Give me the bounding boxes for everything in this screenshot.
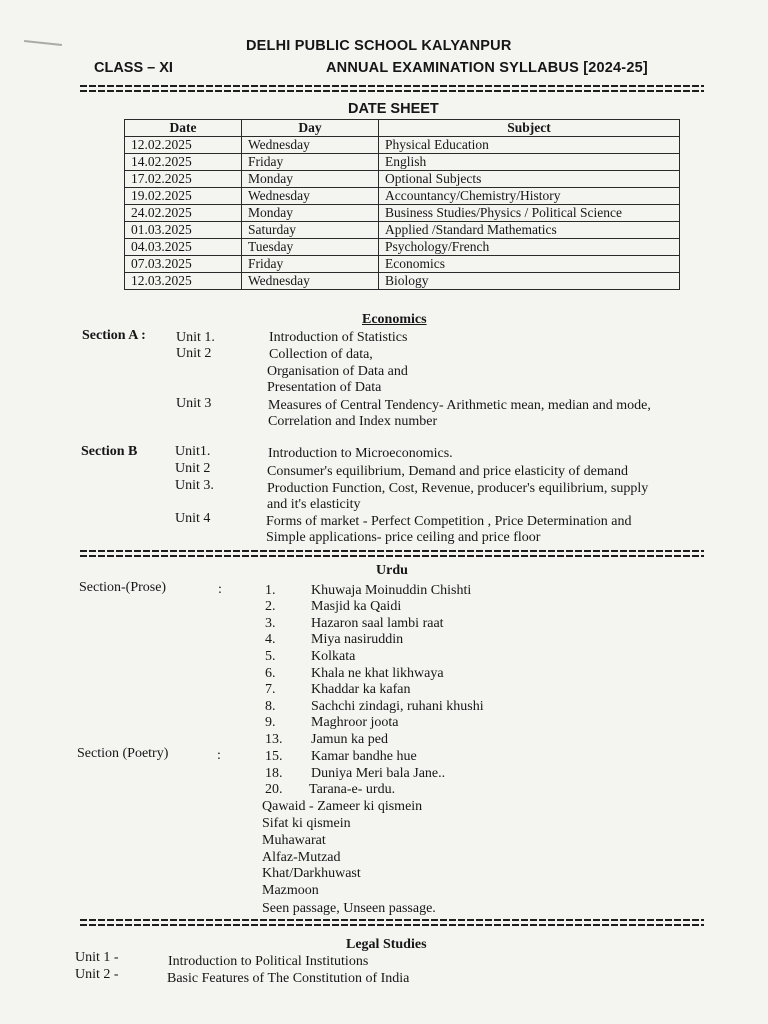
date-cell: 04.03.2025 [125, 239, 242, 256]
unit-label: Unit 2 [176, 346, 212, 361]
day-cell: Friday [242, 154, 379, 171]
column-header-date: Date [125, 120, 242, 137]
day-cell: Wednesday [242, 273, 379, 290]
date-cell: 07.03.2025 [125, 256, 242, 273]
date-cell: 14.02.2025 [125, 154, 242, 171]
unit-topic: Introduction of Statistics [269, 330, 408, 345]
subject-cell: Psychology/French [379, 239, 680, 256]
poetry-section-label: Section (Poetry) [77, 746, 169, 761]
unit-label: Unit 4 [175, 511, 211, 526]
urdu-topic: Sifat ki qismein [262, 816, 351, 831]
day-cell: Friday [242, 256, 379, 273]
prose-section-colon: : [218, 582, 222, 597]
list-number: 1. [265, 583, 276, 598]
list-number: 15. [265, 749, 283, 764]
date-cell: 01.03.2025 [125, 222, 242, 239]
unit-label: Unit 2 - [75, 967, 119, 982]
list-number: 5. [265, 649, 276, 664]
economics-heading: Economics [362, 312, 427, 327]
list-number: 13. [265, 732, 283, 747]
urdu-topic: Muhawarat [262, 833, 326, 848]
subject-cell: Accountancy/Chemistry/History [379, 188, 680, 205]
section-b-label: Section B [81, 444, 138, 459]
divider-rule [80, 84, 704, 93]
table-row [125, 205, 680, 222]
list-number: 20. [265, 782, 283, 797]
urdu-topic: Khat/Darkhuwast [262, 866, 361, 881]
table-row [125, 222, 680, 239]
divider-rule [80, 549, 704, 558]
date-cell: 24.02.2025 [125, 205, 242, 222]
date-cell: 19.02.2025 [125, 188, 242, 205]
list-number: 3. [265, 616, 276, 631]
date-sheet-heading: DATE SHEET [348, 101, 439, 117]
legal-studies-heading: Legal Studies [346, 937, 427, 952]
list-number: 18. [265, 766, 283, 781]
subject-cell: Applied /Standard Mathematics [379, 222, 680, 239]
stray-pen-mark [24, 40, 62, 46]
list-number: 4. [265, 632, 276, 647]
poetry-section-colon: : [217, 748, 221, 763]
list-number: 2. [265, 599, 276, 614]
table-row [125, 256, 680, 273]
school-name: DELHI PUBLIC SCHOOL KALYANPUR [246, 38, 512, 54]
subject-cell: Business Studies/Physics / Political Science [379, 205, 680, 222]
list-item: Miya nasiruddin [311, 632, 404, 647]
table-row [125, 137, 680, 154]
date-cell: 12.02.2025 [125, 137, 242, 154]
unit-topic: Forms of market - Perfect Competition , Price Determination and [266, 514, 632, 529]
list-item: Khala ne khat likhwaya [311, 666, 444, 681]
urdu-topic: Seen passage, Unseen passage. [262, 901, 436, 916]
day-cell: Monday [242, 171, 379, 188]
subject-cell: Biology [379, 273, 680, 290]
list-item: Duniya Meri bala Jane.. [311, 766, 446, 781]
date-cell: 17.02.2025 [125, 171, 242, 188]
subject-cell: Economics [379, 256, 680, 273]
table-row [125, 188, 680, 205]
day-cell: Wednesday [242, 188, 379, 205]
unit-topic: Organisation of Data and [267, 364, 408, 379]
unit-label: Unit 1. [176, 330, 215, 345]
subject-cell: Physical Education [379, 137, 680, 154]
day-cell: Tuesday [242, 239, 379, 256]
unit-topic: Measures of Central Tendency- Arithmetic mean, median and mode, [268, 398, 651, 413]
unit-topic: Production Function, Cost, Revenue, producer's equilibrium, supply [267, 481, 649, 496]
urdu-topic: Mazmoon [262, 883, 319, 898]
list-item: Kamar bandhe hue [311, 749, 417, 764]
unit-label: Unit 3. [175, 478, 214, 493]
divider-rule [80, 918, 704, 927]
unit-topic: Simple applications- price ceiling and price floor [266, 530, 541, 545]
unit-topic: Presentation of Data [267, 380, 382, 395]
unit-label: Unit 2 [175, 461, 211, 476]
urdu-topic: Alfaz-Mutzad [262, 850, 341, 865]
urdu-topic: Qawaid - Zameer ki qismein [262, 799, 423, 814]
unit-label: Unit1. [175, 444, 211, 459]
column-header-day: Day [242, 120, 379, 137]
date-cell: 12.03.2025 [125, 273, 242, 290]
table-row [125, 154, 680, 171]
exam-title: ANNUAL EXAMINATION SYLLABUS [2024-25] [326, 60, 648, 76]
subject-cell: English [379, 154, 680, 171]
list-item: Tarana-e- urdu. [309, 782, 396, 797]
unit-label: Unit 3 [176, 396, 212, 411]
table-row [125, 171, 680, 188]
list-number: 9. [265, 715, 276, 730]
urdu-heading: Urdu [376, 563, 408, 578]
day-cell: Monday [242, 205, 379, 222]
unit-label: Unit 1 - [75, 950, 119, 965]
list-item: Maghroor joota [311, 715, 399, 730]
unit-topic: Introduction to Microeconomics. [268, 446, 453, 461]
list-item: Jamun ka ped [311, 732, 388, 747]
list-item: Khuwaja Moinuddin Chishti [311, 583, 472, 598]
list-number: 6. [265, 666, 276, 681]
section-a-label: Section A : [82, 328, 146, 343]
unit-topic: Consumer's equilibrium, Demand and price elasticity of demand [267, 464, 628, 479]
class-label: CLASS – XI [94, 60, 173, 76]
list-item: Masjid ka Qaidi [311, 599, 402, 614]
table-row [125, 239, 680, 256]
list-item: Sachchi zindagi, ruhani khushi [311, 699, 484, 714]
table-header-row [125, 120, 680, 137]
day-cell: Wednesday [242, 137, 379, 154]
list-item: Khaddar ka kafan [311, 682, 411, 697]
list-item: Kolkata [311, 649, 356, 664]
column-header-subject: Subject [379, 120, 680, 137]
prose-section-label: Section-(Prose) [79, 580, 167, 595]
list-number: 8. [265, 699, 276, 714]
list-number: 7. [265, 682, 276, 697]
date-sheet-table [124, 119, 680, 290]
subject-cell: Optional Subjects [379, 171, 680, 188]
unit-topic: Basic Features of The Constitution of India [167, 971, 410, 986]
list-item: Hazaron saal lambi raat [311, 616, 444, 631]
unit-topic: Correlation and Index number [268, 414, 438, 429]
day-cell: Saturday [242, 222, 379, 239]
table-row [125, 273, 680, 290]
unit-topic: Collection of data, [269, 347, 373, 362]
unit-topic: and it's elasticity [267, 497, 361, 512]
unit-topic: Introduction to Political Institutions [168, 954, 369, 969]
